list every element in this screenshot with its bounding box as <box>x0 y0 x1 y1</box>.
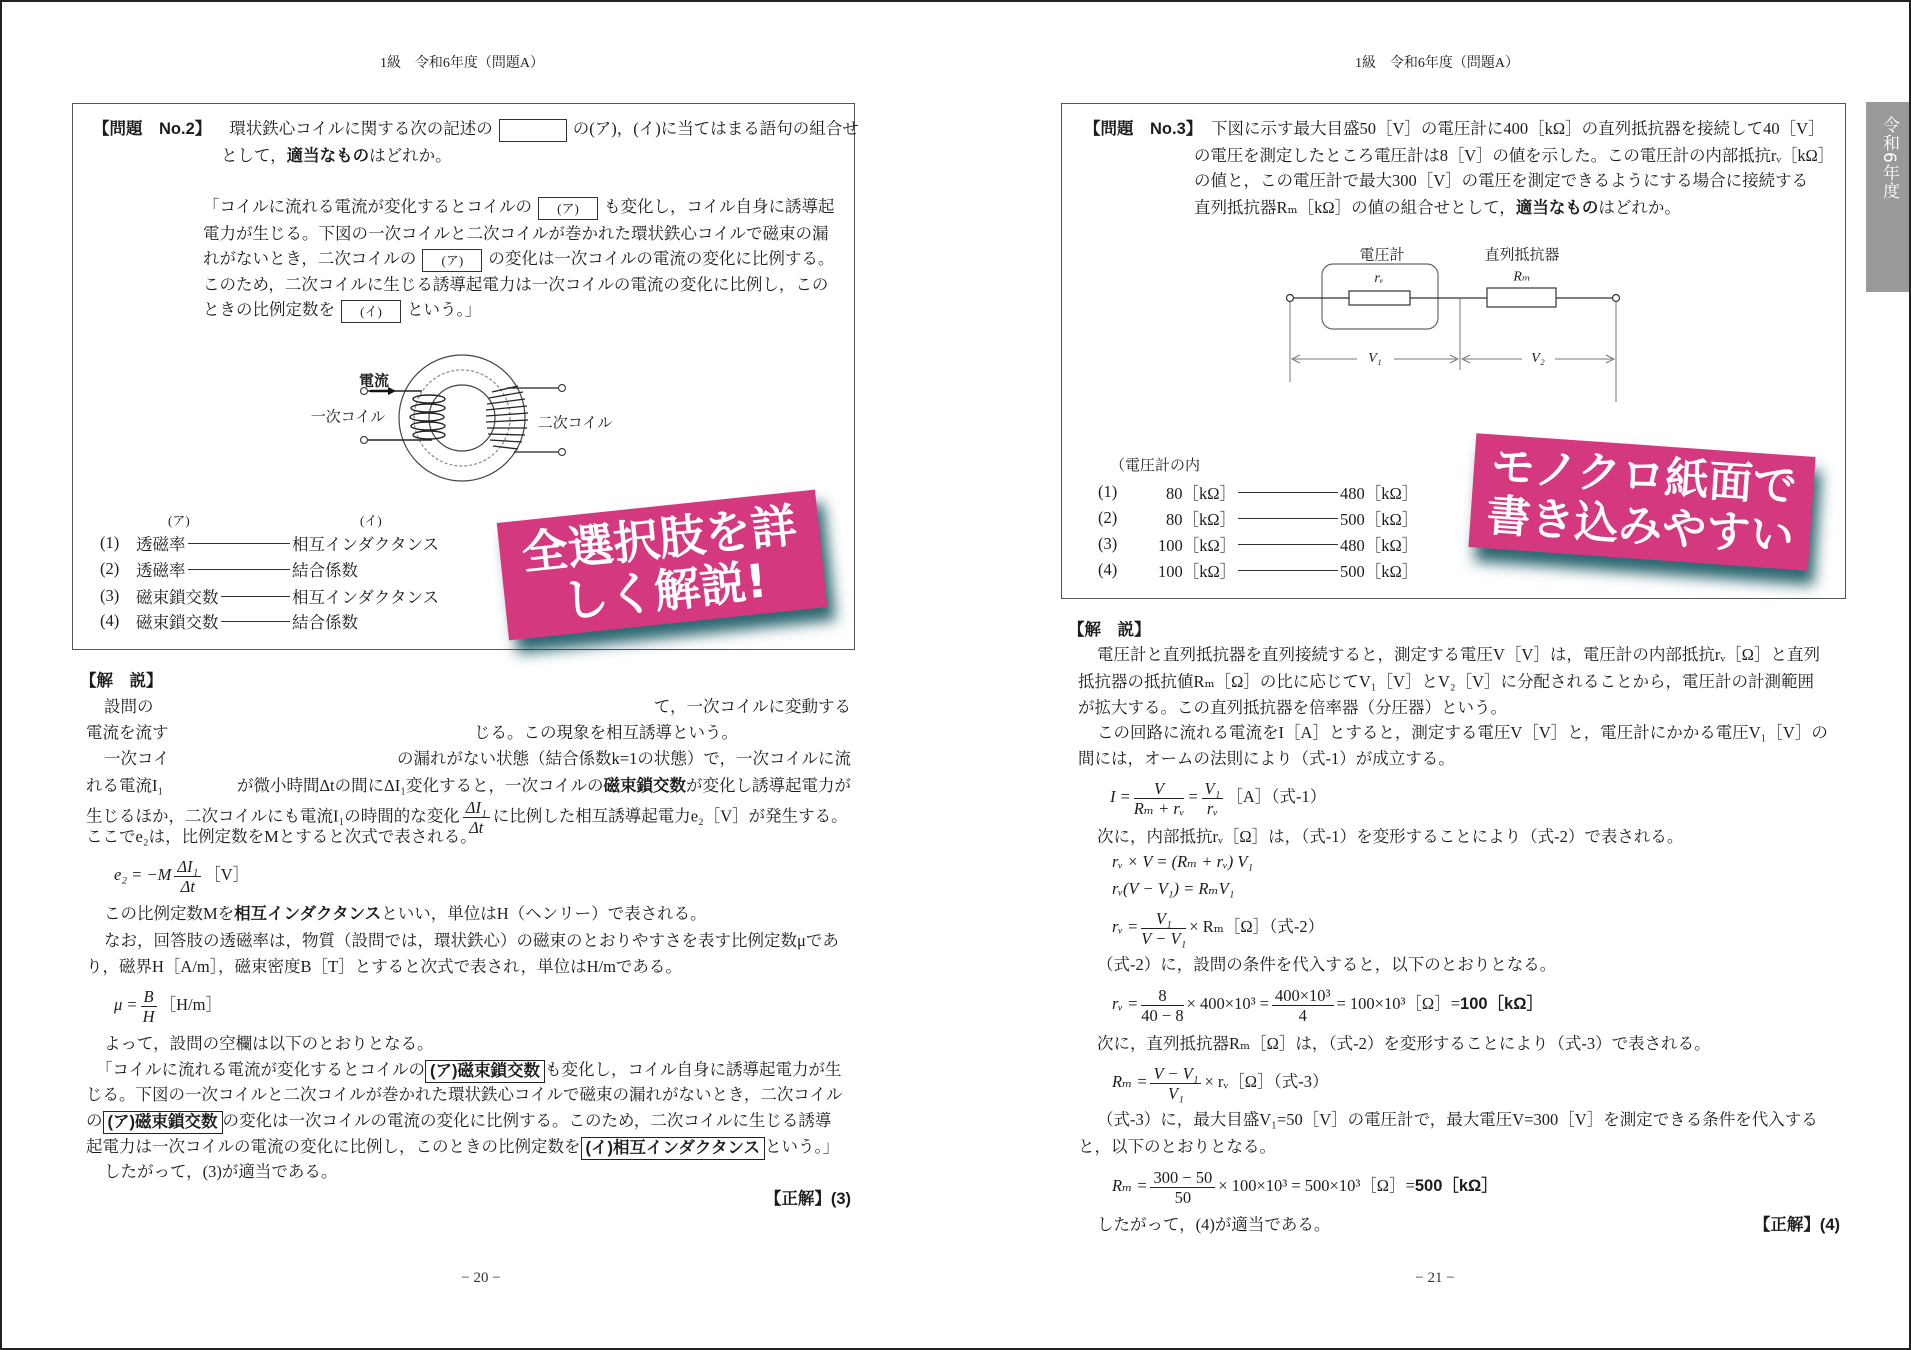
numerator: 400×10³ <box>1272 986 1334 1006</box>
blank-i: (イ) <box>341 300 401 323</box>
option-a: 磁束鎖交数 <box>136 588 219 607</box>
rm-resistor <box>1487 288 1556 307</box>
label-secondary-coil: 二次コイル <box>537 415 613 432</box>
numerator: ΔI₁ <box>463 798 490 818</box>
blank-a: (ア) <box>422 249 482 272</box>
option-number: (3) <box>100 586 120 605</box>
rv-resistor <box>1349 291 1410 305</box>
explanation-text: じる。下図の一次コイルと二次コイルが巻かれた環状鉄心コイルで磁束の漏れがないとき，二次コイル <box>86 1085 843 1104</box>
question-2-quote-line: このため，二次コイルに生じる誘導起電力は一次コイルの電流の変化に比例し，この <box>203 275 829 294</box>
numerator: 8 <box>1141 986 1183 1006</box>
denominator: Δt <box>180 876 195 896</box>
explanation-title: 【解 説】 <box>1068 621 1151 639</box>
label-v2: V₂ <box>1531 351 1545 366</box>
option-rm: 500［kΩ］ <box>1340 510 1419 529</box>
explanation-text: 電圧計と直列抵抗器を直列接続すると，測定する電圧V［V］は，電圧計の内部抵抗rᵥ［Ω］と直列 <box>1097 645 1820 664</box>
fraction <box>1272 986 1334 1025</box>
formula-mid: × 400×10³ = <box>1186 994 1269 1013</box>
formula-lhs: rᵥ = <box>1112 994 1139 1013</box>
explanation-text: ここでe₂は，比例定数をMとすると次式で表される。 <box>86 827 477 846</box>
explanation-text: と，以下のとおりとなる。 <box>1078 1137 1276 1156</box>
label-rv: rᵥ <box>1374 271 1384 286</box>
formula-lhs: I = <box>1110 787 1131 806</box>
terminal <box>559 449 566 456</box>
text: 「コイルに流れる電流が変化するとコイルの <box>203 197 533 216</box>
formula-lhs: μ = <box>114 995 138 1014</box>
correct-answer: 【正解】(4) <box>1753 1216 1840 1234</box>
year-index-tab: 令和6年度 <box>1866 102 1911 292</box>
question-3-line: の値と，この電圧計で最大300［V］の電圧を測定できるようにする場合に接続する <box>1194 171 1809 190</box>
label-v1: V₁ <box>1368 351 1382 366</box>
label-primary-coil: 一次コイル <box>310 409 386 426</box>
emphasis: 磁束鎖交数 <box>603 777 686 795</box>
formula-lhs: rᵥ = <box>1112 917 1139 936</box>
denominator: 4 <box>1298 1005 1307 1025</box>
option-number: (2) <box>100 559 120 578</box>
formula-2 <box>1112 904 1324 950</box>
question-2-quote-line <box>203 194 847 220</box>
formula-lhs: Rₘ = <box>1112 1176 1148 1195</box>
text: 直列抵抗器Rₘ［kΩ］の値の組合せとして， <box>1194 198 1516 217</box>
dash-line <box>188 569 291 570</box>
option-row <box>1098 479 1418 505</box>
formula-1 <box>1110 774 1326 820</box>
text: も変化し，コイル自身に誘導起 <box>604 197 835 216</box>
option-i: 結合係数 <box>292 561 358 580</box>
question-2-label: 【問題 No.2】 <box>93 120 212 138</box>
question-3-line <box>1194 195 1681 221</box>
numerator: B <box>141 987 157 1007</box>
formula-calc-rv <box>1112 981 1543 1027</box>
option-number: (3) <box>1098 534 1118 553</box>
option-i: 相互インダクタンス <box>292 588 440 607</box>
label-rm: Rₘ <box>1513 269 1531 285</box>
explanation-text: （式-3）に，最大目盛V₁=50［V］の電圧計で，最大電圧V=300［V］を測定できる条件を代入する <box>1097 1110 1818 1129</box>
explanation-text: よって，設問の空欄は以下のとおりとなる。 <box>104 1034 434 1053</box>
column-header-a: (ア) <box>168 513 190 528</box>
option-row <box>100 608 358 634</box>
unit: ［V］ <box>204 865 250 884</box>
formula-e2 <box>114 852 249 898</box>
emphasis: 相互インダクタンス <box>234 905 382 923</box>
option-a: 磁束鎖交数 <box>136 613 219 632</box>
explanation-text: したがって，(3)が適当である。 <box>104 1162 338 1181</box>
text: の変化は一次コイルの電流の変化に比例する。 <box>488 249 835 268</box>
page-number-right: − 21 − <box>1415 1270 1455 1286</box>
answer-box: (ア)磁束鎖交数 <box>425 1060 545 1083</box>
running-header-right: 1級 令和6年度（問題A） <box>1354 56 1520 71</box>
fraction <box>1202 779 1224 818</box>
label-series-resistor: 直列抵抗器 <box>1484 247 1560 264</box>
label-voltmeter: 電圧計 <box>1359 247 1405 264</box>
text: 「コイルに流れる電流が変化するとコイルの <box>96 1060 426 1079</box>
answer-box: (ア)磁束鎖交数 <box>103 1111 223 1134</box>
explanation-text: じる。この現象を相互誘導という。 <box>474 723 738 742</box>
fraction <box>1141 986 1183 1025</box>
option-rv: 100［kΩ］ <box>1158 562 1237 581</box>
explanation-text: したがって，(4)が適当である。 <box>1097 1215 1331 1234</box>
text: の(ア)，(イ)に当てはまる語句の組合せ <box>572 119 859 138</box>
dash-line <box>221 621 291 622</box>
label-current: 電流 <box>358 373 390 390</box>
dash-line <box>221 596 291 597</box>
answer-box: (イ)相互インダクタンス <box>581 1137 766 1160</box>
option-rv: 80［kΩ］ <box>1165 484 1236 503</box>
option-i: 相互インダクタンス <box>292 535 440 554</box>
terminal <box>1613 295 1620 302</box>
question-3-label: 【問題 No.3】 <box>1084 120 1203 138</box>
option-rm: 480［kΩ］ <box>1340 484 1419 503</box>
option-number: (2) <box>1098 508 1118 527</box>
formula-tail: × 100×10³ = 500×10³［Ω］= <box>1218 1176 1415 1195</box>
terminal <box>1287 295 1294 302</box>
fraction <box>1141 909 1186 948</box>
promo-banner-explanation: 全選択肢を詳しく解説! <box>497 490 828 641</box>
terminal <box>559 385 566 392</box>
text: の <box>86 1111 103 1130</box>
denominator: 50 <box>1174 1187 1192 1207</box>
option-a: 透磁率 <box>136 561 186 580</box>
dash-line <box>1238 570 1338 571</box>
equals: = <box>1187 787 1199 806</box>
formula-result: 100［kΩ］ <box>1460 995 1543 1013</box>
question-2-quote-line <box>203 297 481 323</box>
formula-line: rᵥ(V − V₁) = RₘV₁ <box>1112 879 1235 898</box>
option-rv: 100［kΩ］ <box>1158 536 1237 555</box>
option-row <box>100 583 439 609</box>
fraction <box>1150 1064 1201 1103</box>
option-row <box>1098 531 1418 557</box>
denominator: rᵥ <box>1206 798 1218 818</box>
numerator: V − V₁ <box>1150 1064 1201 1084</box>
formula-mu <box>114 982 222 1028</box>
toroid-outer <box>399 355 525 481</box>
formula-tail: × Rₘ［Ω］（式-2） <box>1189 917 1325 936</box>
option-rv: 80［kΩ］ <box>1165 510 1236 529</box>
denominator: 40 − 8 <box>1141 1005 1184 1025</box>
explanation-title: 【解 説】 <box>80 672 163 690</box>
explanation-text: 一次コイ <box>104 749 170 768</box>
numerator: V₁ <box>1202 779 1224 799</box>
text: として， <box>221 146 287 165</box>
text: の変化は一次コイルの電流の変化に比例する。このため，二次コイルに生じる誘導 <box>222 1111 832 1130</box>
explanation-text: （式-2）に，設問の条件を代入すると，以下のとおりとなる。 <box>1097 955 1557 974</box>
formula-tail: ［A］（式-1） <box>1226 787 1327 806</box>
explanation-text: 設問の <box>104 697 154 716</box>
option-number: (4) <box>1098 560 1118 579</box>
text: という。」 <box>407 300 482 319</box>
current-arrowhead <box>388 387 396 395</box>
explanation-text: 間には，オームの法則により（式-1）が成立する。 <box>1078 749 1455 768</box>
toroid-inner <box>429 385 495 451</box>
formula-calc-rm <box>1112 1163 1498 1209</box>
option-row <box>1098 505 1418 531</box>
explanation-text: 次に，直列抵抗器Rₘ［Ω］は，（式-2）を変形することにより（式-3）で表される。 <box>1097 1034 1711 1053</box>
formula-result: 500［kΩ］ <box>1414 1177 1498 1195</box>
denominator: Δt <box>469 818 484 837</box>
option-row <box>100 530 439 556</box>
toroid-flux-path <box>414 370 510 466</box>
explanation-text <box>104 901 707 927</box>
explanation-text: て，一次コイルに変動する <box>653 697 851 716</box>
running-header-left: 1級 令和6年度（問題A） <box>379 56 545 71</box>
option-number: (1) <box>1098 482 1118 501</box>
text: 環状鉄心コイルに関する次の記述の <box>229 119 493 138</box>
explanation-text: れる電流I₁ <box>86 776 164 795</box>
explanation-text <box>237 773 851 799</box>
fraction <box>1150 1168 1215 1207</box>
explanation-text: 次に，内部抵抗rᵥ［Ω］は，（式-1）を変形することにより（式-2）で表される。 <box>1097 827 1684 846</box>
option-row <box>100 556 358 582</box>
formula-lhs: e₂ = −M <box>114 865 172 884</box>
fraction <box>141 987 157 1026</box>
correct-answer: 【正解】(3) <box>764 1190 851 1208</box>
explanation-text: なお，回答肢の透磁率は，物質（設問では，環状鉄心）の磁束のとおりやすさを表す比例定数μであ <box>104 931 839 950</box>
option-number: (4) <box>100 611 120 630</box>
dash-line <box>188 543 291 544</box>
text: はどれか。 <box>369 146 452 165</box>
text: 起電力は一次コイルの電流の変化に比例し，このときの比例定数を <box>86 1137 581 1156</box>
numerator: V <box>1134 779 1185 799</box>
numerator: ΔI₁ <box>174 857 201 877</box>
option-rm: 500［kΩ］ <box>1340 562 1419 581</box>
text: といい，単位はH（ヘンリー）で表される。 <box>381 904 707 923</box>
dash-line <box>1238 518 1338 519</box>
column-header-i: (イ) <box>360 513 382 528</box>
fraction <box>174 857 201 896</box>
dash-line <box>1238 492 1338 493</box>
option-number: (1) <box>100 533 120 552</box>
explanation-text <box>86 1108 855 1134</box>
voltmeter-circuit-diagram <box>1287 264 1620 402</box>
text: も変化し，コイル自身に誘導起電力が生 <box>545 1060 842 1079</box>
option-rm: 480［kΩ］ <box>1340 536 1419 555</box>
toroidal-coil-diagram <box>358 355 566 481</box>
text: という。」 <box>765 1137 840 1156</box>
explanation-text: の漏れがない状態（結合係数k=1の状態）で，一次コイルに流 <box>397 749 851 768</box>
question-2-quote-line <box>203 246 847 272</box>
text: れがないとき，二次コイルの <box>203 249 417 268</box>
blank-a: (ア) <box>538 197 598 220</box>
page-number-left: − 20 − <box>461 1270 501 1286</box>
question-2-line <box>93 116 859 142</box>
text: が微小時間Δtの間にΔI₁変化すると，一次コイルの <box>236 776 604 795</box>
unit: ［H/m］ <box>159 995 222 1014</box>
denominator: Rₘ + rᵥ <box>1133 798 1185 818</box>
numerator: V₁ <box>1141 909 1186 929</box>
question-2-quote-line: 電力が生じる。下図の一次コイルと二次コイルが巻かれた環状鉄心コイルで磁束の漏 <box>203 224 829 243</box>
formula-line: rᵥ × V = (Rₘ + rᵥ) V₁ <box>1112 852 1254 871</box>
option-i: 結合係数 <box>292 613 358 632</box>
text: が変化し誘導起電力が <box>686 776 851 795</box>
text: 生じるほか，二次コイルにも電流I₁の時間的な変化 <box>86 806 460 826</box>
explanation-text: 抵抗器の抵抗値Rₘ［Ω］の比に応じてV₁［V］とV₂［V］に分配されることから，電圧計の計測範囲 <box>1078 672 1815 691</box>
text: ときの比例定数を <box>203 300 335 319</box>
dash-line <box>1238 544 1338 545</box>
option-a: 透磁率 <box>136 535 186 554</box>
denominator: V − V₁ <box>1141 928 1187 948</box>
question-3-line: の電圧を測定したところ電圧計は8［V］の値を示した。この電圧計の内部抵抗rᵥ［kΩ］ <box>1194 146 1834 165</box>
denominator: V₁ <box>1168 1083 1184 1103</box>
text: はどれか。 <box>1598 198 1681 217</box>
promo-banner-monochrome: モノクロ紙面で書き込みやすい <box>1468 433 1815 570</box>
question-3-line: 下図に示す最大目盛50［V］の電圧計に400［kΩ］の直列抵抗器を接続して40［V］ <box>1211 119 1825 138</box>
explanation-text <box>96 1057 855 1083</box>
explanation-text: 電流を流す <box>86 723 169 742</box>
question-2-line <box>221 143 452 169</box>
formula-tail: × rᵥ［Ω］（式-3） <box>1204 1072 1329 1091</box>
terminal <box>361 437 368 444</box>
option-row <box>1098 557 1418 583</box>
formula-3 <box>1112 1059 1329 1105</box>
explanation-text: この回路に流れる電流をI［A］とすると，測定する電圧V［V］と，電圧計にかかる電圧V₁［V］の <box>1097 723 1828 742</box>
explanation-text: り，磁界H［A/m］，磁束密度B［T］とすると次式で表され，単位はH/mである。 <box>86 957 682 976</box>
emphasis: 適当なもの <box>286 147 370 165</box>
text: に比例した相互誘導起電力e₂［V］が発生する。 <box>492 806 848 826</box>
numerator: 300 − 50 <box>1150 1168 1215 1188</box>
explanation-text: が拡大する。この直列抵抗器を倍率器（分圧器）という。 <box>1078 698 1507 717</box>
formula-tail: = 100×10³［Ω］= <box>1336 994 1461 1013</box>
emphasis: 適当なもの <box>1515 199 1599 217</box>
options-column-header: （電圧計の内 <box>1110 458 1201 474</box>
explanation-text <box>86 1134 839 1160</box>
text: この比例定数Mを <box>104 904 235 923</box>
formula-lhs: Rₘ = <box>1112 1072 1148 1091</box>
blank-box <box>499 119 567 142</box>
denominator: H <box>142 1006 155 1026</box>
fraction <box>1134 779 1185 818</box>
